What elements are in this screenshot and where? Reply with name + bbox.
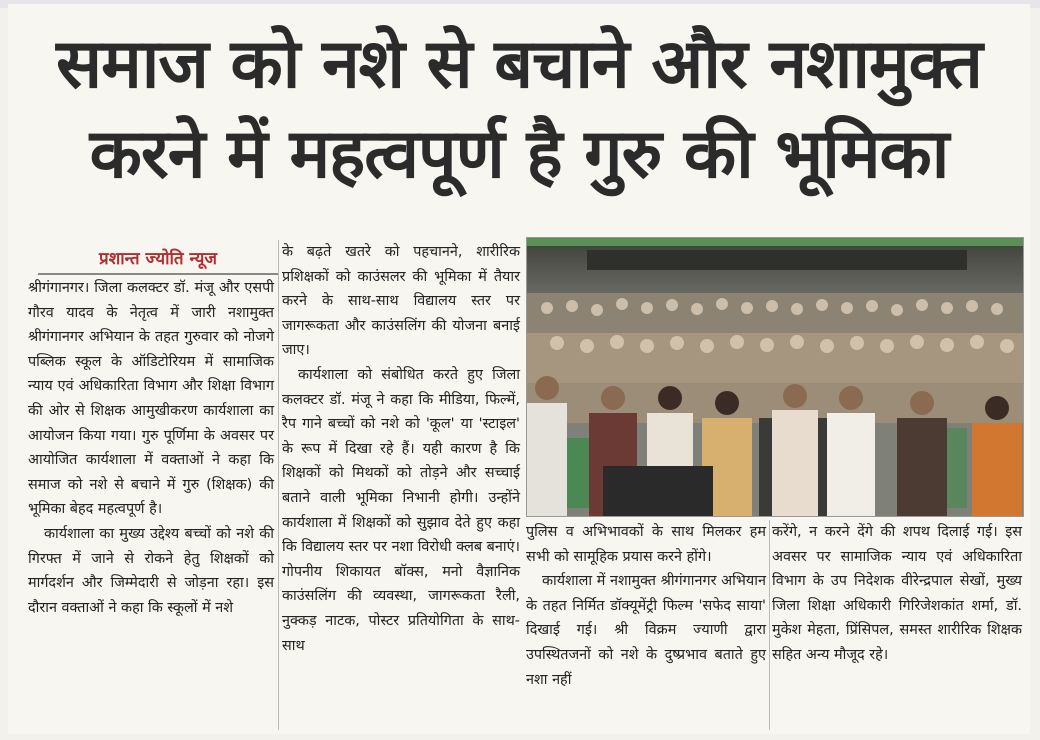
column-divider: [278, 240, 279, 730]
column-1-paragraph-1: श्रीगंगानगर। जिला कलक्टर डॉ. मंजू और एसपी गौरव यादव के नेतृत्व में जारी नशामुक्त श्रीगंगानगर अभियान के तहत गुरुवार को नोजगे पब्लिक स्कूल के ऑडिटोरियम में सामाजिक न्याय एवं अधिकारिता विभाग और शिक्षा विभाग की ओर से शिक्षक आमुखीकरण कार्यशाला का आयोजन किया गया। गुरु पूर्णिमा के अवसर पर आयोजित कार्यशाला में वक्ताओं ने कहा कि समाज को नशे से बचाने में गुरु (शिक्षक) की भूमिका बेहद महत्वपूर्ण है।: [28, 280, 274, 518]
byline: प्रशान्त ज्योति न्यूज: [38, 247, 278, 275]
column-2-paragraph-2: कार्यशाला को संबोधित करते हुए जिला कलक्टर डॉ. मंजू ने कहा कि मीडिया, फिल्में, रैप गाने बच्चों को नशे को 'कूल' या 'स्टाइल' के रूप में दिखा रहे हैं। यही कारण है कि शिक्षकों को मिथकों को तोड़ने और सच्चाई बताने वाली भूमिका निभानी होगी। उन्होंने कार्यशाला में शिक्षकों को सुझाव देते हुए कहा कि विद्यालय स्तर पर नशा विरोधी क्लब बनाएं। गोपनीय शिकायत बॉक्स, मनो वैज्ञानिक काउंसलिंग की व्यवस्था, जागरूकता रैली, नुक्कड़ नाटक, पोस्टर प्रतियोगिता के साथ-साथ: [282, 366, 520, 654]
event-photo: [526, 237, 1024, 517]
headline-line-1: समाज को नशे से बचाने और नशामुक्त: [56, 25, 982, 104]
auditorium-pledge-photo: [527, 238, 1023, 516]
newspaper-clipping: [8, 4, 1030, 734]
article-column-1: [28, 276, 274, 620]
column-4-paragraph-1: करेंगे, न करने देंगे की शपथ दिलाई गई। इस अवसर पर सामाजिक न्याय एवं अधिकारिता विभाग के उप निदेशक वीरेन्द्रपाल सेखों, मुख्य जिला शिक्षा अधिकारी गिरिजेशकांत शर्मा, डॉ. मुकेश मेहता, प्रिंसिपल, समस्त शारीरिक शिक्षक सहित अन्य मौजूद रहे।: [772, 524, 1022, 663]
column-3-paragraph-1: पुलिस व अभिभावकों के साथ मिलकर हम सभी को सामूहिक प्रयास करने होंगे।: [526, 524, 766, 565]
article-column-4: [772, 520, 1022, 668]
article-column-3: [526, 520, 766, 692]
column-2-paragraph-1: के बढ़ते खतरे को पहचानने, शारीरिक प्रशिक्षकों को काउंसलर की भूमिका में तैयार करने के साथ-साथ विद्यालय स्तर पर जागरूकता और काउंसलिंग की योजना बनाई जाए।: [282, 244, 520, 359]
column-divider: [769, 520, 770, 730]
article-column-2: [282, 240, 520, 658]
headline-line-2: करने में महत्वपूर्ण है गुरु की भूमिका: [89, 115, 949, 194]
column-3-paragraph-2: कार्यशाला में नशामुक्त श्रीगंगानगर अभियान के तहत निर्मित डॉक्यूमेंट्री फिल्म 'सफेद साया' दिखाई गई। श्री विक्रम ज्याणी द्वारा उपस्थितजनों को नशे के दुष्प्रभाव बताते हुए नशा नहीं: [526, 573, 766, 688]
column-1-paragraph-2: कार्यशाला का मुख्य उद्देश्य बच्चों को नशे की गिरफ्त में जाने से रोकने हेतु शिक्षकों को मार्गदर्शन और जिम्मेदारी से जोड़ना रहा। इस दौरान वक्ताओं ने कहा कि स्कूलों में नशे: [28, 525, 274, 616]
